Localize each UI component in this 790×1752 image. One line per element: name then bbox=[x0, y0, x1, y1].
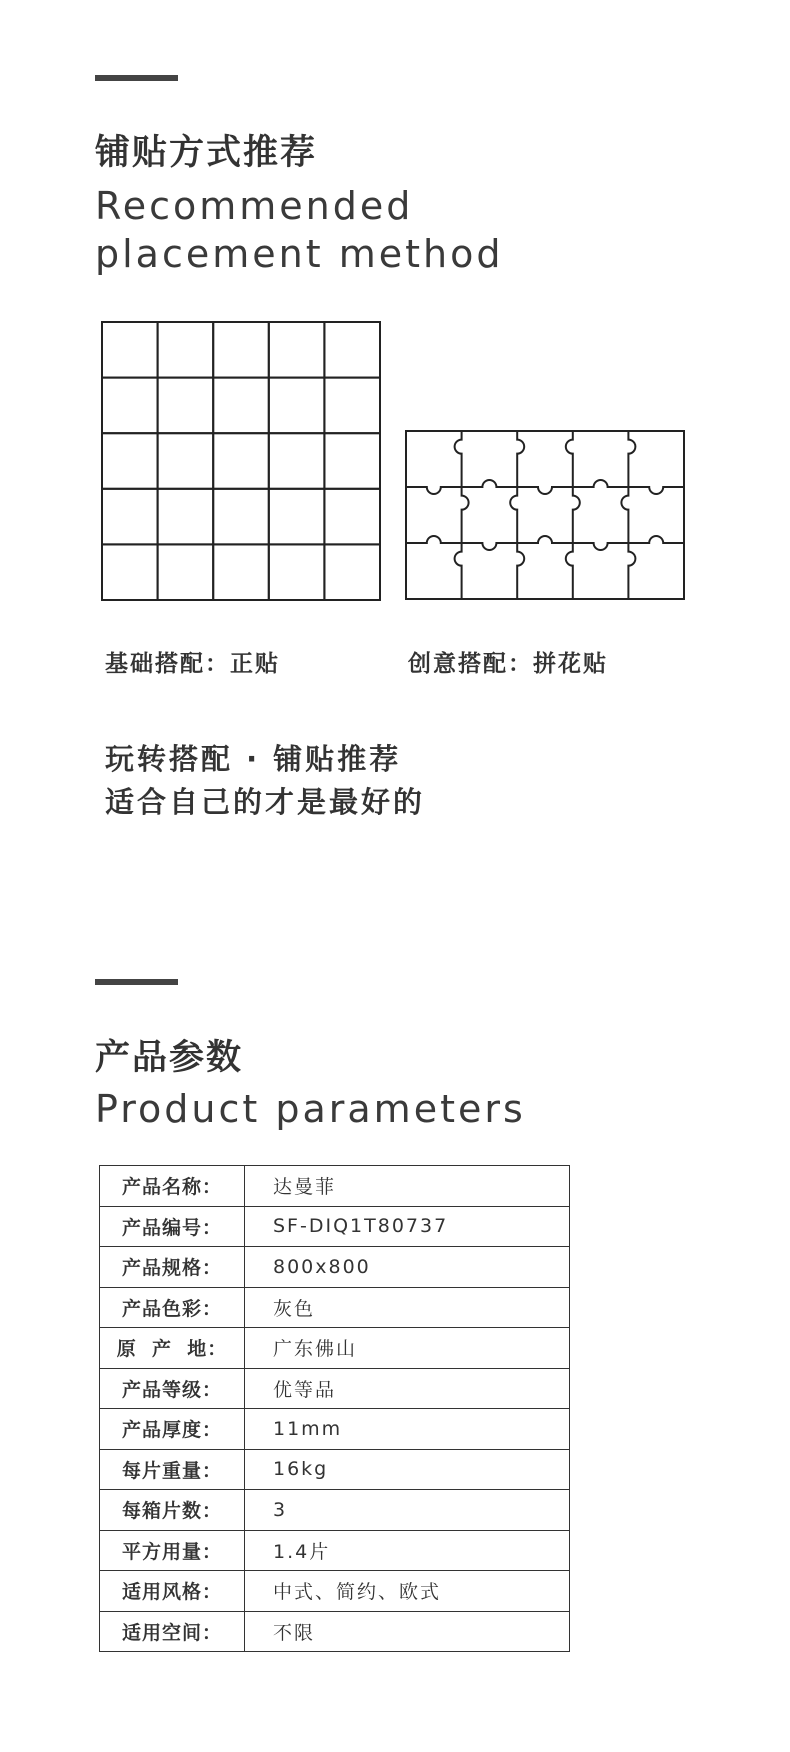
parameter-value: 优等品 bbox=[245, 1368, 570, 1409]
parameter-label: 平方用量： bbox=[100, 1530, 245, 1571]
puzzle-seam-vertical bbox=[621, 431, 635, 599]
parameter-label: 产品色彩： bbox=[100, 1287, 245, 1328]
caption-basic-layout: 基础搭配：正贴 bbox=[105, 651, 280, 677]
grid-tile bbox=[269, 322, 325, 378]
slogan-line-2: 适合自己的才是最好的 bbox=[105, 785, 426, 819]
parameter-value: SF-DIQ1T80737 bbox=[245, 1206, 570, 1247]
parameter-value: 达曼菲 bbox=[245, 1166, 570, 1207]
grid-tile bbox=[269, 433, 325, 489]
parameter-label: 产品等级： bbox=[100, 1368, 245, 1409]
parameter-row bbox=[100, 1530, 570, 1571]
parameter-row bbox=[100, 1166, 570, 1207]
parameter-label: 产品厚度： bbox=[100, 1409, 245, 1450]
grid-tile bbox=[102, 378, 158, 434]
parameter-value: 800x800 bbox=[245, 1247, 570, 1288]
parameter-row bbox=[100, 1287, 570, 1328]
section-accent-bar bbox=[95, 979, 178, 985]
grid-tile bbox=[213, 489, 269, 545]
puzzle-seam-vertical bbox=[566, 431, 580, 599]
grid-tile bbox=[324, 489, 380, 545]
section-accent-bar bbox=[95, 75, 178, 81]
grid-tile bbox=[324, 378, 380, 434]
puzzle-lay-grid bbox=[405, 430, 685, 600]
grid-tile bbox=[158, 433, 214, 489]
grid-tile bbox=[324, 544, 380, 600]
grid-tile bbox=[213, 322, 269, 378]
parameters-table-body bbox=[100, 1166, 570, 1652]
parameter-value: 灰色 bbox=[245, 1287, 570, 1328]
parameter-row bbox=[100, 1247, 570, 1288]
grid-tile bbox=[158, 489, 214, 545]
parameter-value: 1.4片 bbox=[245, 1530, 570, 1571]
placement-title-en-line1: Recommended bbox=[95, 184, 414, 228]
parameter-row bbox=[100, 1490, 570, 1531]
parameter-label: 适用空间： bbox=[100, 1611, 245, 1652]
parameter-value: 3 bbox=[245, 1490, 570, 1531]
puzzle-frame bbox=[406, 431, 684, 599]
puzzle-seam-vertical bbox=[455, 431, 469, 599]
grid-tile bbox=[158, 322, 214, 378]
parameter-label: 原 产 地： bbox=[100, 1328, 245, 1369]
parameter-row bbox=[100, 1206, 570, 1247]
puzzle-seam-horizontal bbox=[406, 480, 684, 494]
grid-tile bbox=[324, 433, 380, 489]
parameter-value: 不限 bbox=[245, 1611, 570, 1652]
placement-title-cn: 铺贴方式推荐 bbox=[95, 133, 318, 173]
caption-creative-layout: 创意搭配：拼花贴 bbox=[408, 651, 608, 677]
parameter-row bbox=[100, 1571, 570, 1612]
parameter-value: 广东佛山 bbox=[245, 1328, 570, 1369]
puzzle-seam-vertical bbox=[510, 431, 524, 599]
placement-title-en-line2: placement method bbox=[95, 232, 504, 276]
slogan-line-1: 玩转搭配 · 铺贴推荐 bbox=[105, 742, 402, 776]
parameter-label: 产品名称： bbox=[100, 1166, 245, 1207]
grid-tile bbox=[102, 433, 158, 489]
parameter-row bbox=[100, 1449, 570, 1490]
parameter-label: 每箱片数： bbox=[100, 1490, 245, 1531]
parameter-label: 产品编号： bbox=[100, 1206, 245, 1247]
grid-tile bbox=[269, 544, 325, 600]
puzzle-seam-horizontal bbox=[406, 536, 684, 550]
grid-tile bbox=[102, 544, 158, 600]
parameter-row bbox=[100, 1409, 570, 1450]
grid-tile bbox=[213, 433, 269, 489]
parameters-table bbox=[99, 1165, 570, 1652]
grid-tile bbox=[213, 378, 269, 434]
parameter-row bbox=[100, 1611, 570, 1652]
grid-tile bbox=[269, 378, 325, 434]
parameter-label: 产品规格： bbox=[100, 1247, 245, 1288]
parameter-label: 每片重量： bbox=[100, 1449, 245, 1490]
parameters-title-en: Product parameters bbox=[95, 1087, 526, 1131]
grid-tile bbox=[269, 489, 325, 545]
grid-tile bbox=[102, 489, 158, 545]
grid-tile bbox=[158, 378, 214, 434]
parameter-row bbox=[100, 1328, 570, 1369]
parameter-value: 16kg bbox=[245, 1449, 570, 1490]
parameter-label: 适用风格： bbox=[100, 1571, 245, 1612]
grid-tile bbox=[213, 544, 269, 600]
straight-lay-grid bbox=[101, 321, 381, 601]
grid-tile bbox=[324, 322, 380, 378]
parameters-title-cn: 产品参数 bbox=[95, 1038, 244, 1078]
parameter-value: 11mm bbox=[245, 1409, 570, 1450]
grid-tile bbox=[158, 544, 214, 600]
parameter-value: 中式、简约、欧式 bbox=[245, 1571, 570, 1612]
grid-tile bbox=[102, 322, 158, 378]
parameter-row bbox=[100, 1368, 570, 1409]
